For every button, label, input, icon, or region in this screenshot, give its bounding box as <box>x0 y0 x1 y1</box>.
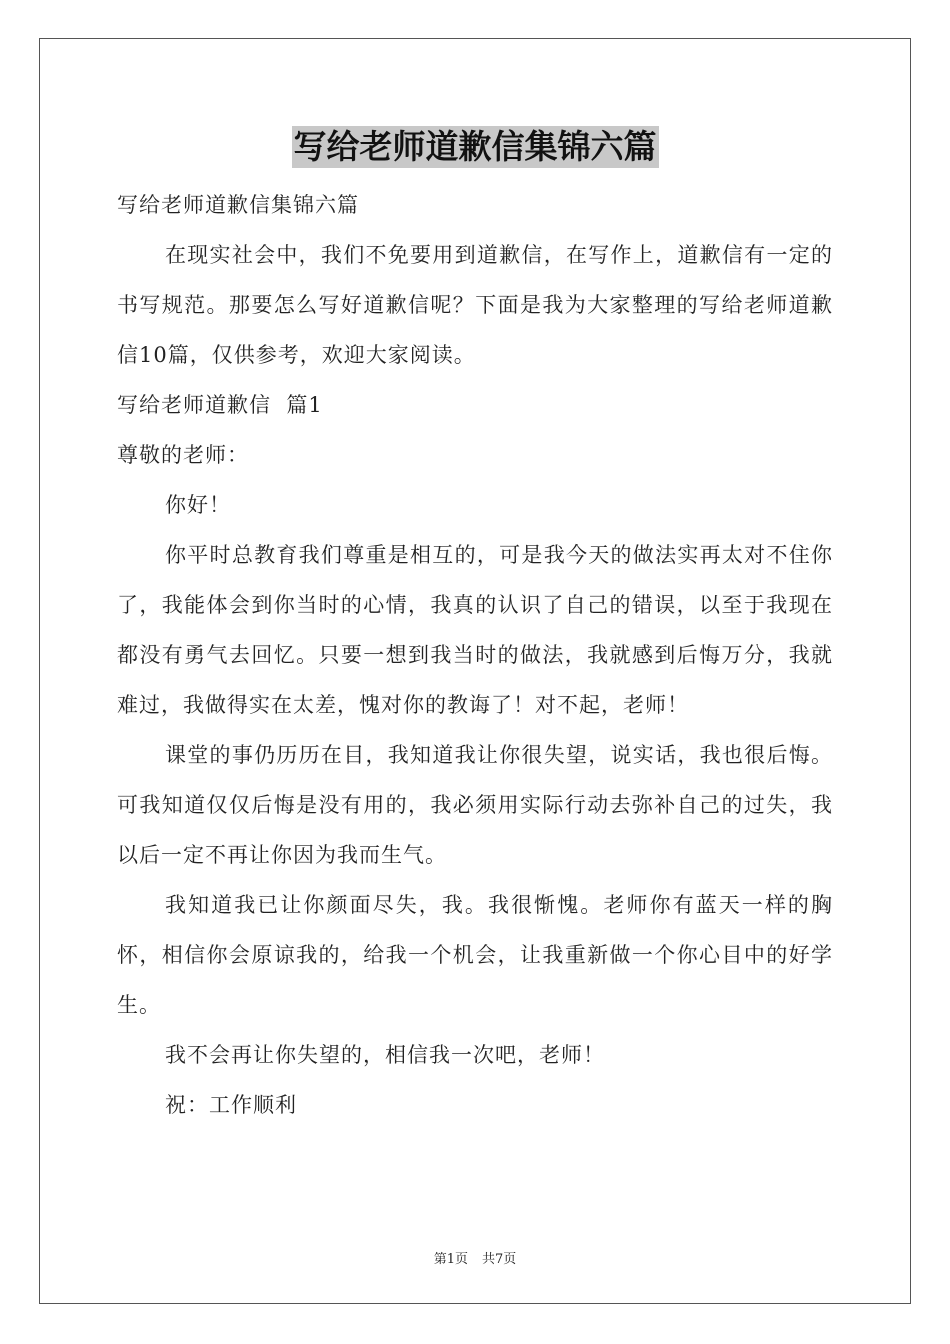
page-footer <box>0 1248 950 1267</box>
intro-paragraph: 在现实社会中，我们不免要用到道歉信，在写作上，道歉信有一定的书写规范。那要怎么写好道歉信呢？下面是我为大家整理的写给老师道歉信10篇，仅供参考，欢迎大家阅读。 <box>117 243 833 367</box>
page-total: 共7页 <box>482 1252 517 1267</box>
greeting: 你好！ <box>165 493 231 517</box>
section-heading: 写给老师道歉信 篇1 <box>117 393 323 417</box>
salutation: 尊敬的老师： <box>117 443 249 467</box>
body-paragraph-2: 课堂的事仍历历在目，我知道我让你很失望，说实话，我也很后悔。可我知道仅仅后悔是没有用的，我必须用实际行动去弥补自己的过失，我以后一定不再让你因为我而生气。 <box>117 743 833 867</box>
page-number: 第1页 <box>433 1252 468 1267</box>
body-paragraph-3: 我知道我已让你颜面尽失，我。我很惭愧。老师你有蓝天一样的胸怀，相信你会原谅我的，给我一个机会，让我重新做一个你心目中的好学生。 <box>117 893 833 1017</box>
body-paragraph-1: 你平时总教育我们尊重是相互的，可是我今天的做法实再太对不住你了，我能体会到你当时的心情，我真的认识了自己的错误，以至于我现在都没有勇气去回忆。只要一想到我当时的做法，我就感到后悔万分，我就难过，我做得实在太差，愧对你的教诲了！对不起，老师！ <box>117 543 833 717</box>
document-subtitle: 写给老师道歉信集锦六篇 <box>117 193 359 217</box>
document-body <box>117 180 833 1130</box>
title-area <box>0 126 950 168</box>
wish-line: 祝：工作顺利 <box>165 1093 297 1117</box>
document-title: 写给老师道歉信集锦六篇 <box>293 127 657 166</box>
closing-line: 我不会再让你失望的，相信我一次吧，老师！ <box>165 1043 605 1067</box>
